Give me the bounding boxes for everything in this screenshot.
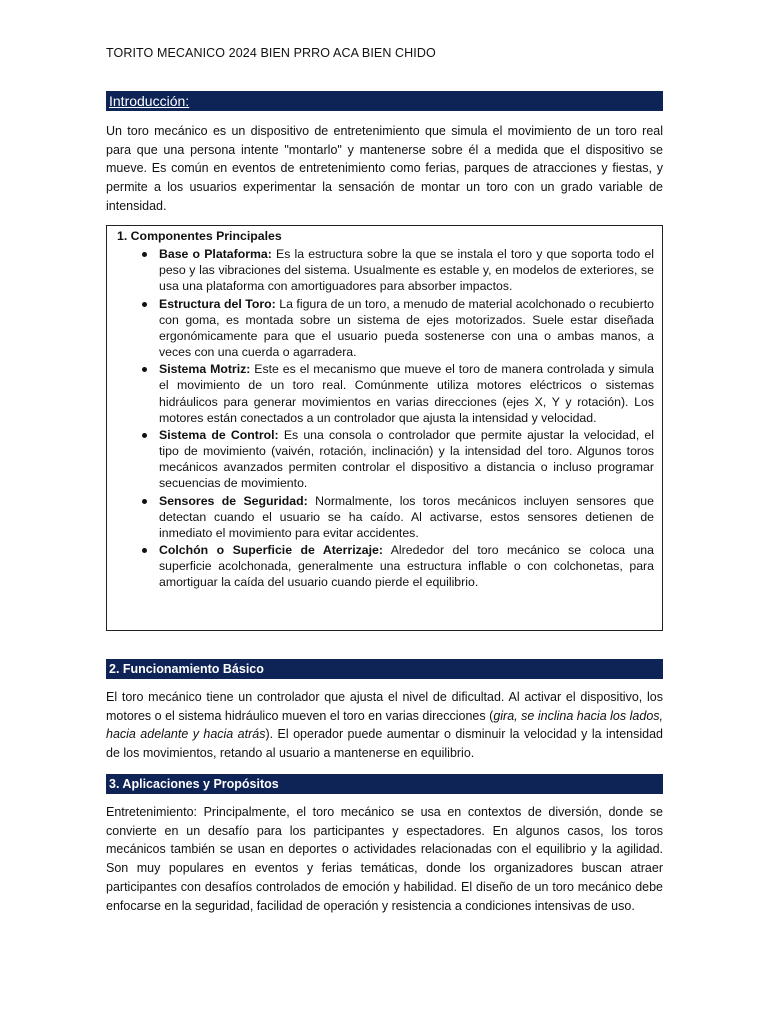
intro-paragraph: Un toro mecánico es un dispositivo de entretenimiento que simula el movimiento de un toro real para que una persona intente "montarlo" y mantenerse sobre él a medida que el dispositivo se mueve. Es común en eventos de entretenimiento como ferias, parques de atracciones y fiestas, y permite a los usuarios experimentar la sensación de montar un toro con un grado variable de intensidad.	[106, 124, 663, 213]
list-item	[117, 246, 654, 294]
item-term: Estructura del Toro:	[159, 296, 276, 311]
section3-heading: 3. Aplicaciones y Propósitos	[106, 774, 663, 794]
bullet-icon	[142, 252, 147, 257]
list-item	[117, 296, 654, 360]
list-item	[117, 361, 654, 425]
bullet-icon	[142, 433, 147, 438]
item-term: Sensores de Seguridad:	[159, 493, 308, 508]
components-box	[106, 225, 663, 631]
item-text: Es una consola o controlador que permite ajustar la velocidad, el tipo de movimiento (vaivén, rotación, inclinación) y la intensidad del toro. Algunos toros mecánicos avanzados permiten controlar el dispositivo a distancia o incluso programar secuencias de movimiento.	[159, 428, 655, 491]
item-term: Sistema de Control:	[159, 428, 279, 443]
document-header: TORITO MECANICO 2024 BIEN PRRO ACA BIEN CHIDO	[106, 46, 436, 60]
bullet-icon	[142, 548, 147, 553]
section2-text-before: El toro mecánico tiene un controlador que ajusta el nivel de dificultad. Al activar el dispositivo, los motores o el sistema hidráulico mueven el toro en varias direcciones (	[106, 690, 663, 723]
item-text: La figura de un toro, a menudo de material acolchonado o recubierto con goma, es montada sobre un sistema de ejes motorizados. Suele estar diseñada ergonómicamente para que el usuario pueda sostenerse con una o ambas manos, a veces con una cuerda o agarradera.	[159, 296, 654, 359]
list-item	[117, 542, 654, 590]
section2-text-after: ). El operador puede aumentar o disminuir la velocidad y la intensidad de los movimientos, retando al usuario a mantenerse en equilibrio.	[106, 727, 663, 761]
bullet-icon	[142, 367, 147, 372]
components-list	[117, 246, 654, 590]
item-term: Base o Plataforma:	[159, 247, 272, 262]
section2-text-italic: gira, se inclina hacia los lados, hacia adelante y hacia atrás	[106, 708, 663, 742]
list-item	[117, 493, 654, 541]
item-text: Normalmente, los toros mecánicos incluyen sensores que detectan cuando el usuario se ha caído. Al activarse, estos sensores detienen de inmediato el movimiento para evitar accidentes.	[159, 493, 654, 540]
components-title: 1. Componentes Principales	[117, 229, 282, 243]
item-term: Sistema Motriz:	[159, 362, 251, 377]
item-text: Este es el mecanismo que mueve el toro de manera controlada y simula el movimiento de un toro real. Comúnmente utiliza motores eléctricos o sistemas hidráulicos para generar movimientos en varias direcciones (ejes X, Y y rotación). Los motores están conectados a un controlador que ajusta la intensidad y velocidad.	[159, 362, 654, 425]
item-term: Colchón o Superficie de Aterrizaje:	[159, 543, 383, 558]
item-text: Es la estructura sobre la que se instala el toro y que soporta todo el peso y las vibraciones del sistema. Usualmente es estable y, en modelos de exteriores, se usa una plataforma con amortiguadores para absorber impactos.	[159, 247, 654, 294]
item-text: Alrededor del toro mecánico se coloca una superficie acolchonada, generalmente una estructura inflable o con colchonetas, para amortiguar la caída del usuario cuando pierde el equilibrio.	[159, 543, 654, 590]
list-item	[117, 427, 654, 491]
section2-paragraph	[106, 688, 663, 763]
section2-heading: 2. Funcionamiento Básico	[106, 659, 663, 679]
bullet-icon	[142, 499, 147, 504]
section3-paragraph: Entretenimiento: Principalmente, el toro mecánico se usa en contextos de diversión, donde se convierte en un desafío para los participantes y espectadores. En algunos casos, los toros mecánicos también se usan en deportes o actividades relacionadas con el equilibrio y la agilidad. Son muy populares en eventos y ferias temáticas, donde los organizadores buscan atraer participantes con desafíos controlados de emoción y habilidad. El diseño de un toro mecánico debe enfocarse en la seguridad, facilidad de operación y resistencia a condiciones intensivas de uso.	[106, 805, 663, 913]
bullet-icon	[142, 302, 147, 307]
intro-heading: Introducción:	[106, 91, 663, 111]
